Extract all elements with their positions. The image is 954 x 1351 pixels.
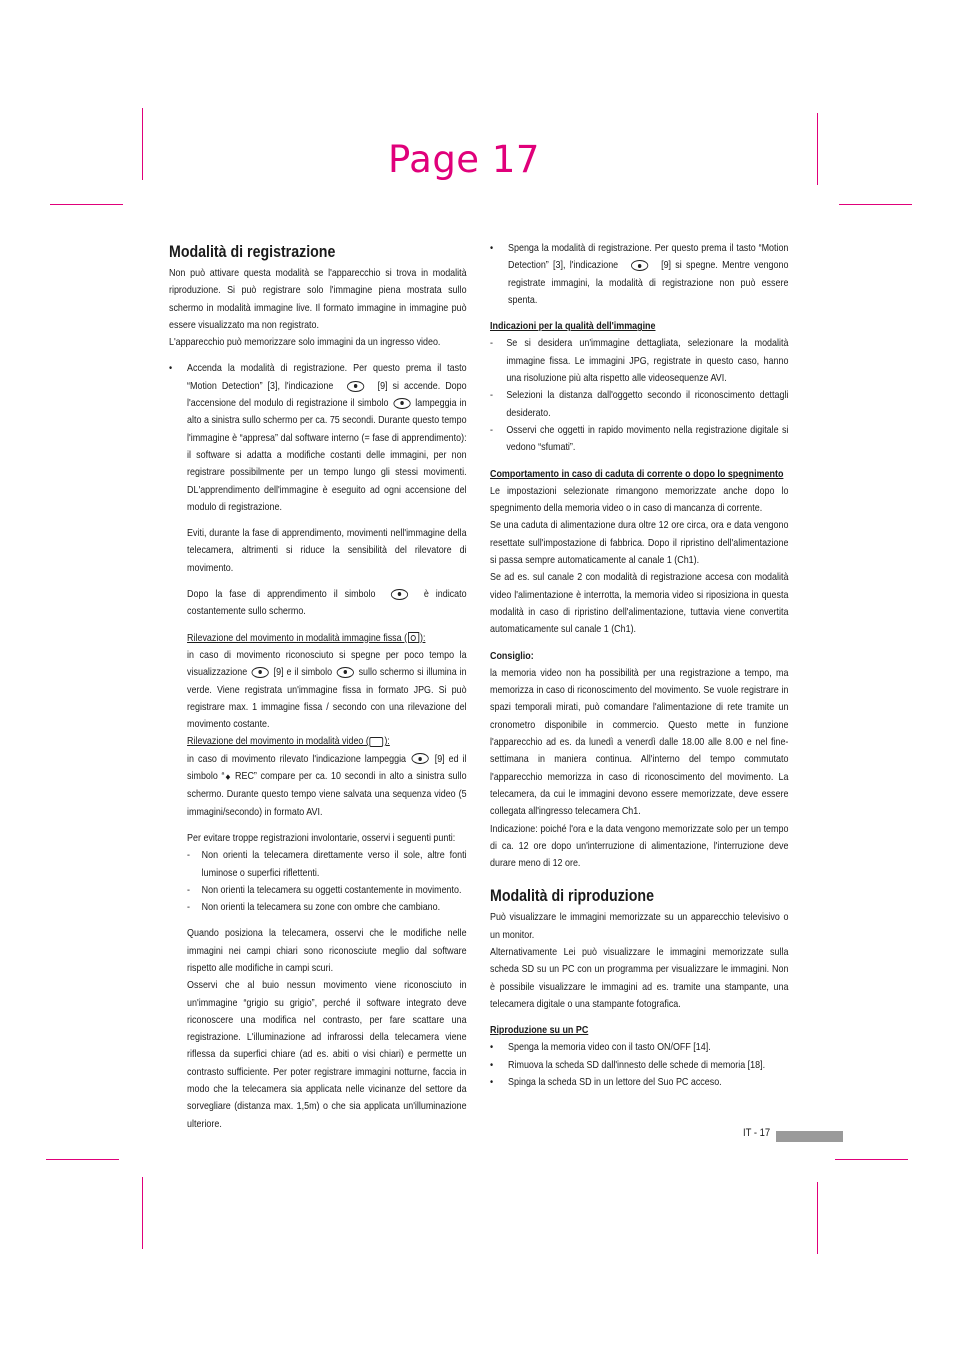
crop-mark — [50, 204, 123, 205]
paragraph: in caso di movimento rilevato l'indicazione lampeggia [9] ed il simbolo “◆ REC” compare per ca. 10 secondi in alto a sinistra sullo schermo. Durante questo tempo viene salvata una sequenza video (5 immagini/secondo) in formato AVI. — [187, 753, 467, 818]
list-item: • Spenga la memoria video con il tasto ON/OFF [14]. — [490, 1042, 711, 1054]
bullet-marker: • — [490, 243, 494, 254]
paragraph: Alternativamente Lei può visualizzare le immagini memorizzate sulla scheda SD su un PC con un programma per visualizzare le immagini. Non è possibile visualizzare le immagini ad es. tramite una stampante, una telecamera digitale o una stampante fotografica. — [490, 946, 789, 1010]
section-heading-playback: Modalità di riproduzione — [490, 887, 654, 906]
list-item: - Non orienti la telecamera su oggetti costantemente in movimento. — [187, 884, 462, 896]
bullet-list — [490, 1039, 788, 1091]
page-number: IT - 17 — [743, 1127, 771, 1139]
footer-bar — [776, 1131, 843, 1142]
video-camera-icon — [370, 737, 384, 747]
crop-mark — [835, 1159, 908, 1160]
list-item: - Selezioni la distanza dall'oggetto secondo il riconoscimento dettagli desiderato. — [490, 390, 789, 419]
section-heading-recording: Modalità di registrazione — [169, 243, 336, 261]
paragraph: in caso di movimento riconosciuto si spegne per poco tempo la visualizzazione [9] e il simbolo sullo schermo si illumina in verde. Viene registrata un'immagine fissa in formato JPG. Si può registrare max. 1 immagine fissa / secondo con una rilevazione del movimento costante. — [187, 649, 467, 731]
dash-list — [490, 335, 788, 456]
subheading-image-quality: Indicazioni per la qualità dell'immagine — [490, 321, 656, 333]
dash-list — [169, 847, 467, 916]
eye-icon — [391, 589, 408, 600]
crop-mark — [46, 1159, 119, 1160]
crop-mark — [817, 113, 818, 185]
paragraph: Quando posiziona la telecamera, osservi che le modifiche nelle immagini nei campi chiari sono riconosciute meglio dal software rispetto alle modifiche in campi scuri. — [187, 928, 467, 974]
subheading-pc-playback: Riproduzione su un PC — [490, 1025, 589, 1037]
page-title: Page 17 — [388, 138, 540, 181]
list-item: • Spinga la scheda SD in un lettore del Suo PC acceso. — [490, 1077, 722, 1089]
list-item: - Non orienti la telecamera su zone con ombre che cambiano. — [187, 902, 441, 914]
list-item: - Non orienti la telecamera direttamente verso il sole, altre fonti luminose o superfici riflettenti. — [187, 850, 467, 879]
bullet-item: • Accenda la modalità di registrazione. Per questo prema il tasto “Motion Detection” [3], l'indicazione [9] si accende. Dopo l'accensione del modulo di registrazione il simbolo lampeggia in alto a sinistra sullo schermo per ca. 75 secondi. Durante questo tempo l'immagine è “appresa” dal software interno (= fase di apprendimento): il software si adatta a modifiche costanti delle immagini, per non registrare possibilmente per un tempo lungo gli stessi movimenti. DL'apprendimento dell'immagine è eseguito ad ogni accensione del modulo di registrazione. — [169, 360, 467, 516]
paragraph: Dopo la fase di apprendimento il simbolo è indicato costantemente sullo schermo. — [187, 589, 467, 618]
paragraph: Non può attivare questa modalità se l'apparecchio si trova in modalità riproduzione. Si può registrare solo l'immagine piena mostrata sullo schermo in modalità immagine live. Il formato immagine in immagine può essere visualizzato ma non registrato. — [169, 268, 467, 331]
eye-icon — [252, 667, 269, 678]
bullet-item: • Spenga la modalità di registrazione. Per questo prema il tasto “Motion Detection” [3], l'indicazione [9] si spegne. Mentre vengono registrate immagini, la modalità di registrazione non può essere spenta. — [490, 240, 788, 309]
paragraph: Indicazione: poiché l'ora e la data vengono memorizzate solo per un tempo di ca. 12 ore dopo un'interruzione di alimentazione, l'interruzione deve durare meno di 12 ore. — [490, 823, 789, 870]
list-item: • Rimuova la scheda SD dall'innesto delle schede di memoria [18]. — [490, 1059, 766, 1071]
paragraph: Per evitare troppe registrazioni involontarie, osservi i seguenti punti: — [187, 832, 456, 844]
subheading-tip: Consiglio: — [490, 650, 534, 662]
eye-icon — [631, 260, 648, 271]
eye-icon — [412, 753, 429, 764]
paragraph: Osservi che al buio nessun movimento viene riconosciuto in un'immagine “grigio su grigio”, perché il software integrato deve riconoscere una modifica nel contrasto, per fare scattare una registrazione. L'illuminazione ad infrarossi della telecamera viene riflessa da superfici chiare (ad es. abiti o visi chiari) e permette un contrasto sufficiente. Per poter registrare immagini notturne, faccia in modo che la telecamera sia applicata nelle vicinanze del settore da sorvegliare (distanza max. 1,5m) o che sia applicata un'illuminazione ulteriore. — [187, 980, 467, 1130]
list-item: - Se si desidera un'immagine dettagliata, selezionare la modalità immagine fissa. Le immagini JPG, registrate in questo caso, hanno una risoluzione più alta rispetto alle videosequenze AVI. — [490, 338, 789, 385]
list-item: - Osservi che oggetti in rapido movimento nella registrazione digitale si vedono “sfumati”. — [490, 424, 789, 454]
eye-icon — [347, 381, 364, 392]
paragraph: Le impostazioni selezionate rimangono memorizzate anche dopo lo spegnimento della memoria video o in caso di mancanza di corrente. — [490, 485, 789, 515]
crop-mark — [142, 1177, 143, 1249]
camera-icon — [408, 632, 419, 643]
crop-mark — [839, 204, 912, 205]
left-column — [169, 242, 467, 1133]
eye-icon — [393, 398, 410, 409]
subheading-power-failure: Comportamento in caso di caduta di corrente o dopo lo spegnimento — [490, 468, 784, 480]
paragraph: Può visualizzare le immagini memorizzate su un apparecchio televisivo o un monitor. — [490, 912, 789, 941]
crop-mark — [142, 108, 143, 180]
crop-mark — [817, 1182, 818, 1254]
bullet-marker: • — [169, 363, 173, 375]
right-column — [490, 240, 788, 1091]
eye-icon — [337, 667, 354, 678]
paragraph: L'apparecchio può memorizzare solo immagini da un ingresso video. — [169, 337, 441, 349]
subheading-still-detection: Rilevazione del movimento in modalità immagine fissa ( ): — [187, 632, 426, 644]
subheading-video-detection: Rilevazione del movimento in modalità video ( ): — [187, 736, 390, 748]
paragraph: Se una caduta di alimentazione dura oltre 12 ore circa, ora e data vengono resettate sull'impostazione di fabbrica. Dopo il ripristino dell'alimentazione si passa sempre automaticamente al canale 1 (Ch1). — [490, 520, 789, 567]
paragraph: Eviti, durante la fase di apprendimento, movimenti nell'immagine della telecamera, altrimenti si riduce la sensibilità del rilevatore di movimento. — [187, 528, 467, 574]
diamond-icon: ◆ — [224, 774, 232, 782]
paragraph: la memoria video non ha possibilità per una registrazione a tempo, ma memorizza in caso di riconoscimento del movimento. Se vuole registrare in spazi temporali mirati, può comandare l'alimentazione di rete tramite un cronometro disponibile in commercio. Questo mette in funzione l'apparecchio ad es. da lunedì a venerdì dalle 18.00 alle 8.00 e nel fine-settimana in maniera continua. All'interno del tempo commutato l'apparecchio memorizza in caso di riconoscimento del movimento. La telecamera, da cui le immagini devono essere memorizzate, deve essere collegata all'ingresso telecamera Ch1. — [490, 667, 789, 818]
paragraph: Se ad es. sul canale 2 con modalità di registrazione accesa con modalità video l'alimentazione è interrotta, la memoria video si riposiziona in questa modalità in caso di ripristino dell'alimentazione, tuttavia viene convertita automaticamente sul canale 1 (Ch1). — [490, 572, 789, 636]
